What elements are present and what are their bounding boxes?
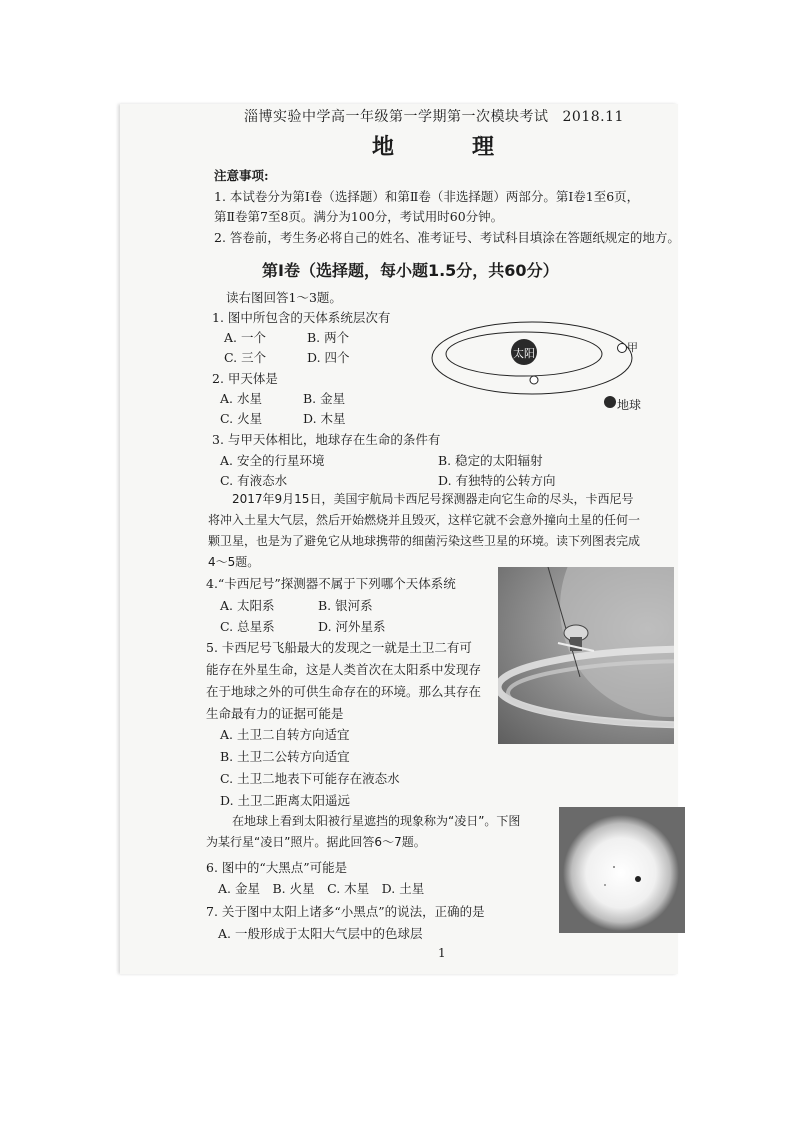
exam-header: [244, 106, 624, 126]
passage1-line-2: 将冲入土星大气层，然后开始燃烧并且毁灭，这样它就不会意外撞向土星的任何一: [208, 513, 641, 527]
intro-q1-3: 读右图回答1～3题。: [226, 290, 342, 305]
big-black-dot-icon: [635, 876, 641, 882]
transit-photo: [559, 807, 685, 933]
cassini-saturn-photo: [498, 567, 674, 744]
q2-option-c: C. 火星: [220, 411, 263, 426]
q6-options: A. 金星 B. 火星 C. 木星 D. 土星: [218, 881, 425, 896]
q4-option-b: B. 银河系: [318, 598, 373, 613]
q4-option-a: A. 太阳系: [220, 598, 275, 613]
notes-line-2: 2. 答卷前，考生务必将自己的姓名、准考证号、考试科目填涂在答题纸规定的地方。: [214, 230, 680, 245]
q5-option-a: A. 土卫二自转方向适宜: [220, 727, 350, 742]
q2-stem: 2. 甲天体是: [212, 371, 278, 386]
q2-option-a: A. 水星: [220, 391, 262, 406]
notes-heading: 注意事项:: [214, 168, 269, 183]
q2-option-b: B. 金星: [303, 391, 346, 406]
orbit-diagram: [424, 312, 666, 420]
q1-option-c: C. 三个: [224, 350, 267, 365]
section-title: 第Ⅰ卷（选择题，每小题1.5分，共60分）: [262, 261, 559, 280]
q3-option-b: B. 稳定的太阳辐射: [438, 453, 543, 468]
q5-option-b: B. 土卫二公转方向适宜: [220, 749, 350, 764]
q1-option-d: D. 四个: [307, 350, 350, 365]
q1-stem: 1. 图中所包含的天体系统层次有: [212, 310, 391, 325]
planet-jia-label: 甲: [627, 341, 638, 354]
transit-illustration: [559, 807, 685, 933]
q3-stem: 3. 与甲天体相比，地球存在生命的条件有: [212, 432, 441, 447]
cassini-saturn-illustration: [498, 567, 674, 744]
q5-line-3: 在于地球之外的可供生命存在的环境。那么其存在: [206, 684, 482, 699]
q5-line-4: 生命最有力的证据可能是: [206, 706, 344, 721]
planet-jia-icon: [618, 344, 627, 353]
q4-stem: 4.“卡西尼号”探测器不属于下列哪个天体系统: [206, 576, 456, 591]
q5-option-c: C. 土卫二地表下可能存在液态水: [220, 771, 400, 786]
q2-option-d: D. 木星: [303, 411, 346, 426]
page-number: 1: [438, 946, 446, 960]
q3-option-c: C. 有液态水: [220, 473, 288, 488]
q6-stem: 6. 图中的“大黑点”可能是: [206, 860, 348, 875]
sun-label: 太阳: [513, 347, 535, 360]
q5-line-1: 5. 卡西尼号飞船最大的发现之一就是土卫二有可: [206, 640, 472, 655]
q4-option-c: C. 总星系: [220, 619, 275, 634]
passage1-line-1: 2017年9月15日，美国宇航局卡西尼号探测器走向它生命的尽头，卡西尼号: [232, 492, 634, 506]
q5-option-d: D. 土卫二距离太阳遥远: [220, 793, 351, 808]
passage2-line-1: 在地球上看到太阳被行星遮挡的现象称为“凌日”。下图: [232, 814, 521, 828]
q5-line-2: 能存在外星生命，这是人类首次在太阳系中发现存: [206, 662, 482, 677]
subject-title: 地 理: [372, 134, 523, 160]
q3-option-a: A. 安全的行星环境: [220, 453, 325, 468]
q4-option-d: D. 河外星系: [318, 619, 386, 634]
q7-option-a: A. 一般形成于太阳大气层中的色球层: [218, 926, 423, 941]
q3-option-d: D. 有独特的公转方向: [438, 473, 556, 488]
school-title: 淄博实验中学高一年级第一学期第一次模块考试: [244, 109, 549, 125]
inner-planet-icon: [530, 376, 538, 384]
exam-year: 2018.11: [562, 109, 624, 125]
notes-line-1: 1. 本试卷分为第Ⅰ卷（选择题）和第Ⅱ卷（非选择题）两部分。第Ⅰ卷1至6页，: [214, 189, 640, 204]
q1-option-b: B. 两个: [307, 330, 350, 345]
passage1-line-3: 颗卫星，也是为了避免它从地球携带的细菌污染这些卫星的环境。读下列图表完成: [208, 534, 641, 548]
q7-stem: 7. 关于图中太阳上诸多“小黑点”的说法，正确的是: [206, 904, 485, 919]
earth-icon: [604, 396, 616, 408]
passage2-line-2: 为某行星“凌日”照片。据此回答6～7题。: [206, 835, 426, 849]
q1-option-a: A. 一个: [224, 330, 266, 345]
earth-label: 地球: [617, 398, 642, 412]
passage1-line-4: 4～5题。: [208, 555, 260, 569]
notes-line-1b: 第Ⅱ卷第7至8页。满分为100分，考试用时60分钟。: [214, 209, 504, 224]
